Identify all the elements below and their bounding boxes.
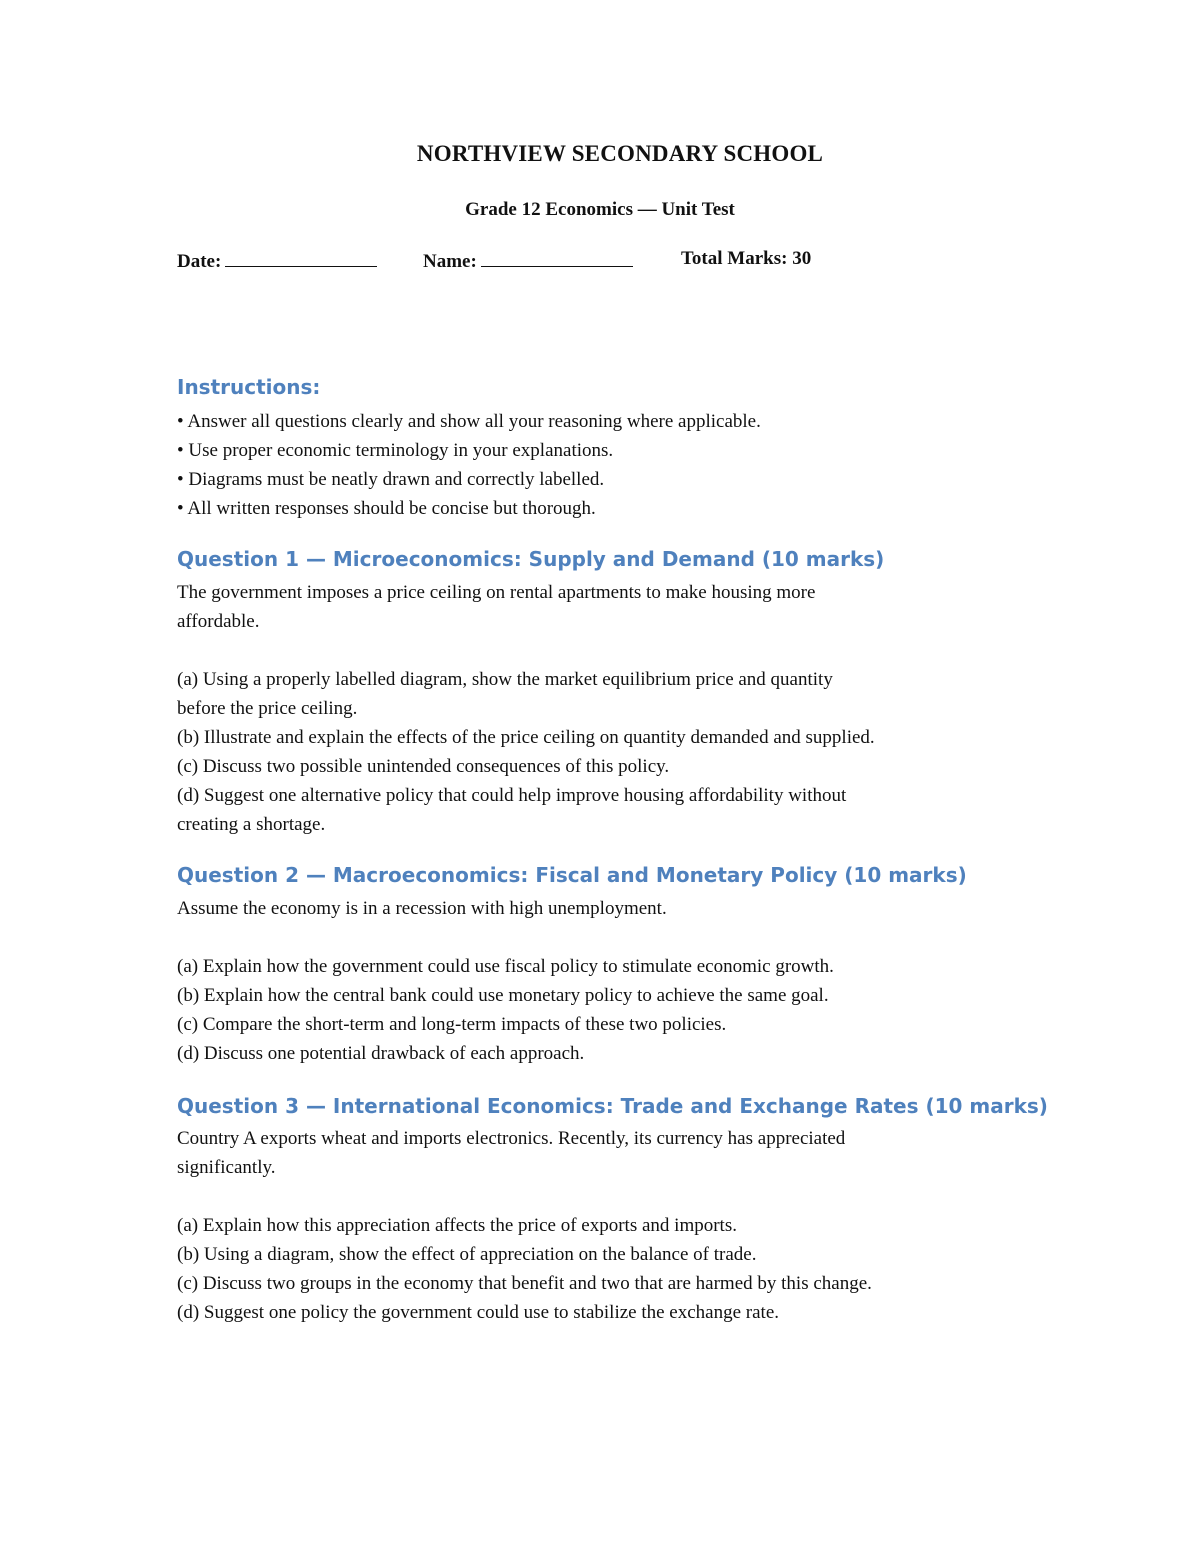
question-2-prompt: Assume the economy is in a recession with high unemployment. xyxy=(177,898,667,919)
question-3-prompt: Country A exports wheat and imports electronics. Recently, its currency has appreciated xyxy=(177,1128,846,1149)
question-1-part: (a) Using a properly labelled diagram, show the market equilibrium price and quantity xyxy=(177,669,833,690)
question-1-prompt: affordable. xyxy=(177,611,260,632)
name-blank-line xyxy=(481,248,633,267)
question-2-part: (b) Explain how the central bank could use monetary policy to achieve the same goal. xyxy=(177,985,829,1006)
total-marks: Total Marks: 30 xyxy=(681,248,812,269)
question-1-heading: Question 1 — Microeconomics: Supply and Demand (10 marks) xyxy=(177,547,885,571)
question-2-part: (a) Explain how the government could use fiscal policy to stimulate economic growth. xyxy=(177,956,834,977)
question-1-part: (b) Illustrate and explain the effects of the price ceiling on quantity demanded and supplied. xyxy=(177,727,875,748)
name-field xyxy=(423,248,633,273)
question-3-part: (a) Explain how this appreciation affects the price of exports and imports. xyxy=(177,1215,737,1236)
question-2-part: (d) Discuss one potential drawback of each approach. xyxy=(177,1043,585,1064)
date-field xyxy=(177,248,377,273)
question-3-part: (b) Using a diagram, show the effect of appreciation on the balance of trade. xyxy=(177,1244,757,1265)
question-1-part: (c) Discuss two possible unintended consequences of this policy. xyxy=(177,756,670,777)
question-1-prompt: The government imposes a price ceiling on rental apartments to make housing more xyxy=(177,582,816,603)
question-1-part: creating a shortage. xyxy=(177,814,326,835)
test-subtitle: Grade 12 Economics — Unit Test xyxy=(465,199,735,220)
question-3-prompt: significantly. xyxy=(177,1157,276,1178)
instructions-heading: Instructions: xyxy=(177,375,321,399)
school-name: NORTHVIEW SECONDARY SCHOOL xyxy=(416,141,824,166)
instruction-item: • Diagrams must be neatly drawn and correctly labelled. xyxy=(177,469,605,490)
question-3-part: (d) Suggest one policy the government could use to stabilize the exchange rate. xyxy=(177,1302,780,1323)
date-blank-line xyxy=(225,248,377,267)
question-2-part: (c) Compare the short-term and long-term impacts of these two policies. xyxy=(177,1014,727,1035)
date-label: Date: xyxy=(177,251,222,272)
name-label: Name: xyxy=(423,251,477,272)
question-3-part: (c) Discuss two groups in the economy that benefit and two that are harmed by this change. xyxy=(177,1273,872,1294)
question-1-part: (d) Suggest one alternative policy that could help improve housing affordability without xyxy=(177,785,847,806)
instruction-item: • Use proper economic terminology in your explanations. xyxy=(177,440,614,461)
question-3-heading: Question 3 — International Economics: Trade and Exchange Rates (10 marks) xyxy=(177,1094,1048,1118)
question-1-part: before the price ceiling. xyxy=(177,698,358,719)
question-2-heading: Question 2 — Macroeconomics: Fiscal and Monetary Policy (10 marks) xyxy=(177,863,967,887)
instruction-item: • Answer all questions clearly and show all your reasoning where applicable. xyxy=(177,411,761,432)
instruction-item: • All written responses should be concise but thorough. xyxy=(177,498,596,519)
